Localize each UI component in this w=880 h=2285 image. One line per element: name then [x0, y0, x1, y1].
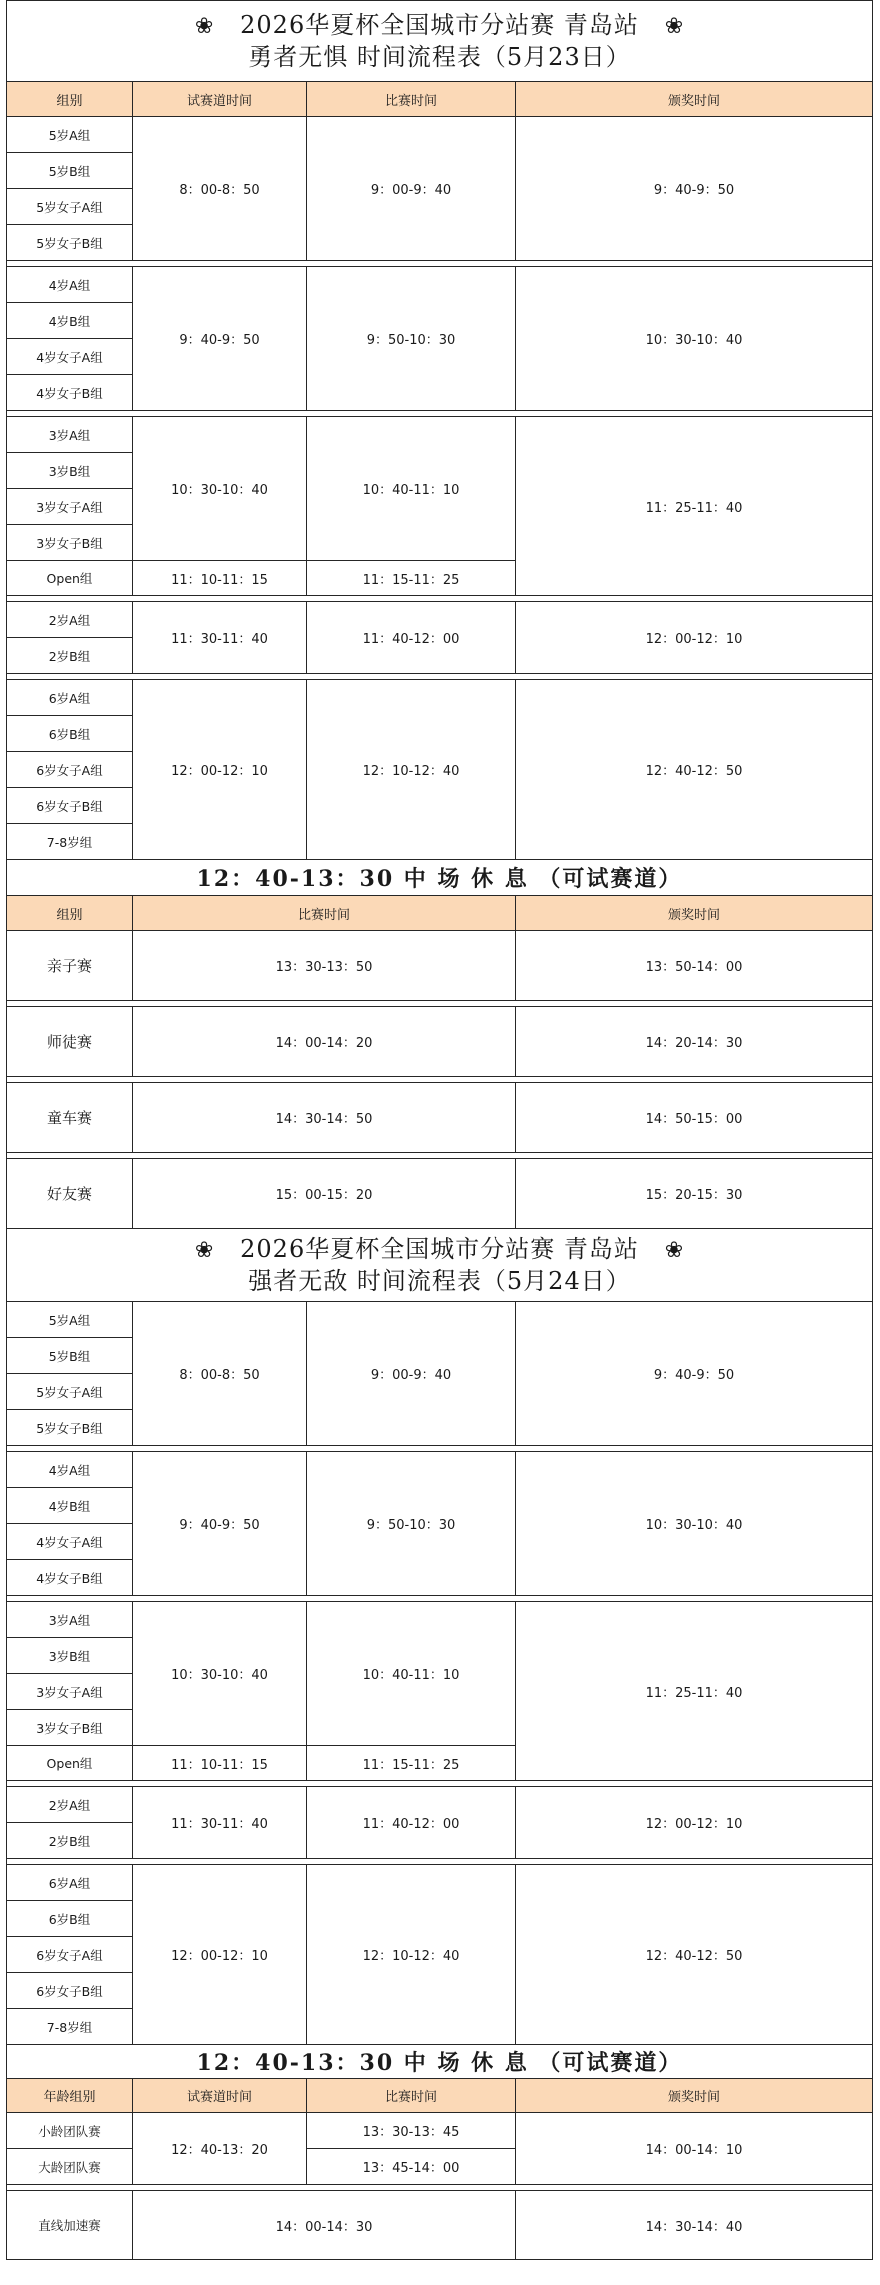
group-cell: 2岁A组 — [7, 602, 133, 638]
group-cell: 6岁A组 — [7, 680, 133, 716]
group-cell-open: Open组 — [7, 561, 133, 596]
award-time: 9：40-9：50 — [516, 117, 873, 261]
award-time: 12：40-12：50 — [516, 1865, 873, 2045]
award-time: 10：30-10：40 — [516, 267, 873, 411]
group-cell: 4岁A组 — [7, 267, 133, 303]
table-row — [7, 1865, 873, 1901]
day1-title-row — [7, 1, 873, 82]
group-cell: 5岁A组 — [7, 1302, 133, 1338]
day2-title-line1 — [7, 1234, 872, 1266]
special-header-row — [7, 896, 873, 931]
header-award: 颁奖时间 — [516, 82, 873, 117]
group-cell: 4岁A组 — [7, 1452, 133, 1488]
award-time: 10：30-10：40 — [516, 1452, 873, 1596]
team-trial-time: 12：40-13：20 — [133, 2113, 307, 2185]
special-row — [7, 931, 873, 1001]
team-header-row — [7, 2079, 873, 2113]
team-race-big: 13：45-14：00 — [307, 2149, 516, 2185]
header-trial: 试赛道时间 — [133, 82, 307, 117]
day1-header-row — [7, 82, 873, 117]
table-row — [7, 117, 873, 153]
group-cell: 6岁女子A组 — [7, 1937, 133, 1973]
trial-time: 10：30-10：40 — [133, 417, 307, 561]
header-trial: 试赛道时间 — [133, 2079, 307, 2113]
group-cell: 3岁B组 — [7, 1638, 133, 1674]
special-award-time: 13：50-14：00 — [516, 931, 873, 1001]
award-time: 9：40-9：50 — [516, 1302, 873, 1446]
special-group: 好友赛 — [7, 1159, 133, 1229]
award-time: 12：40-12：50 — [516, 680, 873, 860]
header-race: 比赛时间 — [307, 2079, 516, 2113]
group-cell: 3岁女子B组 — [7, 525, 133, 561]
table-row — [7, 1452, 873, 1488]
race-time: 10：40-11：10 — [307, 417, 516, 561]
group-cell: 5岁女子A组 — [7, 189, 133, 225]
group-cell: 6岁女子B组 — [7, 788, 133, 824]
open-race-time: 11：15-11：25 — [307, 561, 516, 596]
group-cell: 3岁女子B组 — [7, 1710, 133, 1746]
team-group-big: 大龄团队赛 — [7, 2149, 133, 2185]
header-award: 颁奖时间 — [516, 896, 873, 931]
trial-time: 11：30-11：40 — [133, 602, 307, 674]
schedule-table — [6, 0, 873, 2260]
table-row — [7, 602, 873, 638]
group-cell: 3岁A组 — [7, 1602, 133, 1638]
group-cell: 6岁B组 — [7, 716, 133, 752]
team-award-time: 14：00-14：10 — [516, 2113, 873, 2185]
header-group: 组别 — [7, 896, 133, 931]
group-cell: 6岁B组 — [7, 1901, 133, 1937]
group-cell: 7-8岁组 — [7, 2009, 133, 2045]
special-award-time: 14：20-14：30 — [516, 1007, 873, 1077]
group-cell: 5岁A组 — [7, 117, 133, 153]
flower-icon: ❀ — [664, 1237, 685, 1263]
group-cell: 2岁B组 — [7, 1823, 133, 1859]
group-cell: 4岁女子A组 — [7, 1524, 133, 1560]
special-group: 师徒赛 — [7, 1007, 133, 1077]
special-award-time: 15：20-15：30 — [516, 1159, 873, 1229]
day2-title-text1: 2026华夏杯全国城市分站赛 青岛站 — [240, 1234, 639, 1263]
sprint-group: 直线加速赛 — [7, 2191, 133, 2260]
group-cell: 5岁女子B组 — [7, 1410, 133, 1446]
header-award: 颁奖时间 — [516, 2079, 873, 2113]
table-row — [7, 1787, 873, 1823]
day1-title-line2: 勇者无惧 时间流程表（5月23日） — [248, 42, 631, 71]
group-cell: 6岁女子A组 — [7, 752, 133, 788]
group-cell: 3岁女子A组 — [7, 489, 133, 525]
table-row — [7, 267, 873, 303]
header-race: 比赛时间 — [133, 896, 516, 931]
open-trial-time: 11：10-11：15 — [133, 1746, 307, 1781]
table-row — [7, 1302, 873, 1338]
day2-title — [7, 1229, 873, 1302]
sprint-race-time: 14：00-14：30 — [133, 2191, 516, 2260]
team-group-small: 小龄团队赛 — [7, 2113, 133, 2149]
special-row — [7, 1083, 873, 1153]
day1-title-line1 — [7, 10, 872, 42]
schedule-sheet — [6, 0, 872, 2260]
race-time: 9：00-9：40 — [307, 1302, 516, 1446]
award-time: 12：00-12：10 — [516, 1787, 873, 1859]
flower-icon: ❀ — [194, 13, 215, 39]
sprint-award-time: 14：30-14：40 — [516, 2191, 873, 2260]
group-cell: 5岁B组 — [7, 153, 133, 189]
award-time: 11：25-11：40 — [516, 417, 873, 596]
special-race-time: 15：00-15：20 — [133, 1159, 516, 1229]
group-cell: 3岁女子A组 — [7, 1674, 133, 1710]
sprint-row — [7, 2191, 873, 2260]
special-award-time: 14：50-15：00 — [516, 1083, 873, 1153]
day1-title — [7, 1, 873, 82]
group-cell: 6岁女子B组 — [7, 1973, 133, 2009]
break-row — [7, 860, 873, 896]
trial-time: 12：00-12：10 — [133, 1865, 307, 2045]
race-time: 10：40-11：10 — [307, 1602, 516, 1746]
special-group: 亲子赛 — [7, 931, 133, 1001]
header-race: 比赛时间 — [307, 82, 516, 117]
group-cell: 4岁B组 — [7, 1488, 133, 1524]
trial-time: 12：00-12：10 — [133, 680, 307, 860]
open-trial-time: 11：10-11：15 — [133, 561, 307, 596]
special-race-time: 14：30-14：50 — [133, 1083, 516, 1153]
race-time: 9：50-10：30 — [307, 1452, 516, 1596]
header-group: 组别 — [7, 82, 133, 117]
group-cell: 3岁B组 — [7, 453, 133, 489]
group-cell: 4岁女子A组 — [7, 339, 133, 375]
group-cell: 3岁A组 — [7, 417, 133, 453]
day1-title-text1: 2026华夏杯全国城市分站赛 青岛站 — [240, 10, 639, 39]
group-cell: 5岁女子A组 — [7, 1374, 133, 1410]
special-row — [7, 1159, 873, 1229]
group-cell-open: Open组 — [7, 1746, 133, 1781]
race-time: 12：10-12：40 — [307, 680, 516, 860]
flower-icon: ❀ — [194, 1237, 215, 1263]
group-cell: 5岁B组 — [7, 1338, 133, 1374]
break-text: 12：40-13：30 中 场 休 息 （可试赛道） — [7, 860, 873, 896]
open-race-time: 11：15-11：25 — [307, 1746, 516, 1781]
trial-time: 8：00-8：50 — [133, 1302, 307, 1446]
flower-icon: ❀ — [664, 13, 685, 39]
break-text: 12：40-13：30 中 场 休 息 （可试赛道） — [7, 2045, 873, 2079]
special-row — [7, 1007, 873, 1077]
group-cell: 4岁女子B组 — [7, 375, 133, 411]
race-time: 12：10-12：40 — [307, 1865, 516, 2045]
special-group: 童车赛 — [7, 1083, 133, 1153]
trial-time: 8：00-8：50 — [133, 117, 307, 261]
race-time: 9：50-10：30 — [307, 267, 516, 411]
trial-time: 9：40-9：50 — [133, 1452, 307, 1596]
award-time: 11：25-11：40 — [516, 1602, 873, 1781]
group-cell: 4岁女子B组 — [7, 1560, 133, 1596]
group-cell: 5岁女子B组 — [7, 225, 133, 261]
race-time: 11：40-12：00 — [307, 1787, 516, 1859]
header-age-group: 年龄组别 — [7, 2079, 133, 2113]
table-row — [7, 1602, 873, 1638]
team-row — [7, 2113, 873, 2149]
race-time: 9：00-9：40 — [307, 117, 516, 261]
group-cell: 2岁B组 — [7, 638, 133, 674]
day2-title-row — [7, 1229, 873, 1302]
trial-time: 10：30-10：40 — [133, 1602, 307, 1746]
special-race-time: 14：00-14：20 — [133, 1007, 516, 1077]
award-time: 12：00-12：10 — [516, 602, 873, 674]
race-time: 11：40-12：00 — [307, 602, 516, 674]
break-row — [7, 2045, 873, 2079]
table-row — [7, 680, 873, 716]
day2-title-line2: 强者无敌 时间流程表（5月24日） — [248, 1266, 631, 1295]
group-cell: 7-8岁组 — [7, 824, 133, 860]
team-race-small: 13：30-13：45 — [307, 2113, 516, 2149]
group-cell: 6岁A组 — [7, 1865, 133, 1901]
trial-time: 11：30-11：40 — [133, 1787, 307, 1859]
table-row — [7, 417, 873, 453]
special-race-time: 13：30-13：50 — [133, 931, 516, 1001]
trial-time: 9：40-9：50 — [133, 267, 307, 411]
group-cell: 2岁A组 — [7, 1787, 133, 1823]
group-cell: 4岁B组 — [7, 303, 133, 339]
